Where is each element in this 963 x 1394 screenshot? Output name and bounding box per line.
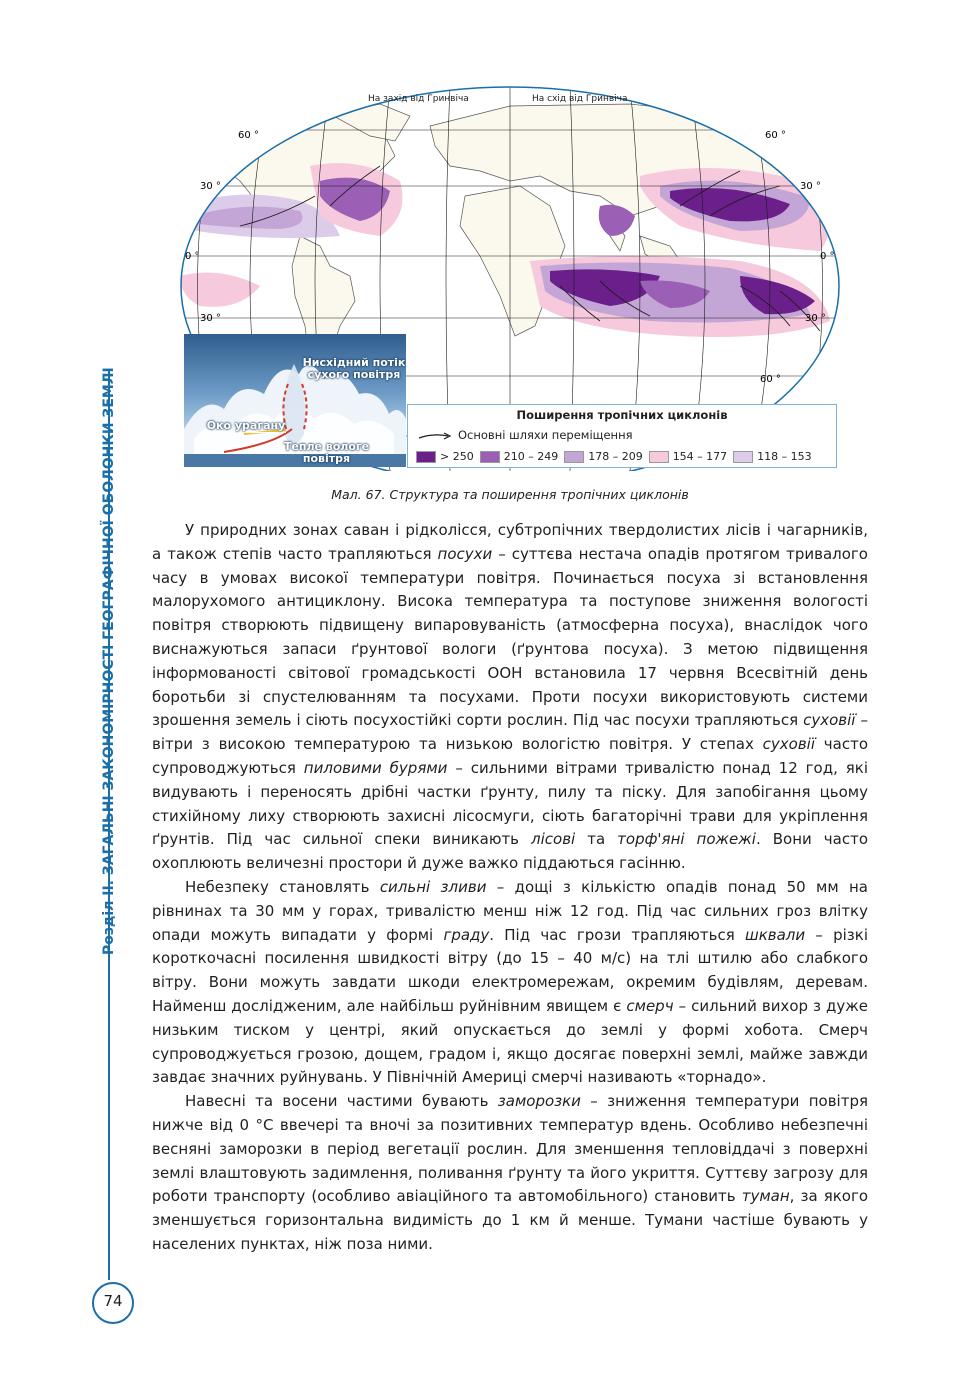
lat-n60-right: 60 ° xyxy=(765,130,786,141)
term-dry-winds: суховії xyxy=(803,711,856,730)
term-dry-winds-2: суховії xyxy=(762,735,815,754)
legend-item xyxy=(564,450,642,463)
legend-title: Поширення тропічних циклонів xyxy=(516,408,728,422)
term-dust-storms: пиловими бурями xyxy=(303,758,448,777)
figure-caption: Мал. 67. Структура та поширення тропічних циклонів xyxy=(331,487,689,502)
track-arrow-icon xyxy=(418,431,452,441)
legend-item xyxy=(733,450,811,463)
legend-items xyxy=(416,450,812,463)
term-tornado: смерч xyxy=(626,996,674,1015)
west-of-greenwich-label: На захід від Гринвіча xyxy=(368,94,469,104)
paragraph-storms: Небезпеку становлять сильні зливи – дощі з кількістю опадів понад 50 мм на рівнинах та 30 мм у горах, тривалістю менш ніж 12 год. Під час сильних гроз влітку опади можуть випадати у формі граду. Під час грози трапляються шквали – різкі короткочасні посилення швидкості вітру (до 15 – 40 м/с) на тлі штилю або слабкого вітру. Вони можуть завдати шкоди електромережам, окремим будівлям, деревам. Найменш дослідженим, але найбільш руйнівним явищем є смерч – сильний вихор з дуже низьким тиском у центрі, який опускається до землі у формі хобота. Смерч супроводжується грозою, дощем, градом і, якщо досягає поверхні землі, майже завжди завдає значних руйнувань. У Північній Америці смерчі називають «торнадо». xyxy=(152,877,869,1087)
page-number: 74 xyxy=(103,1292,123,1310)
lat-eq-right: 0 ° xyxy=(820,251,835,262)
legend-item-label: > 250 xyxy=(440,450,474,463)
legend-swatch xyxy=(480,451,500,463)
paragraph-frosts: Навесні та восени частими бувають заморозки – зниження температури повітря нижче від 0 °С ввечері та вночі за позитивних температур вдень. Особливо небезпечні весняні заморозки в період вегетації рослин. Для зменшення тепловіддачі з поверхні землі влаштовують задимлення, поливання ґрунту та його укриття. Суттєву загрозу для роботи транспорту (особливо авіаційного та автомобільного) становить туман, за якого зменшується горизонтальна видимість до 1 км й менше. Тумани частіше бувають у населених пунктах, ніж поза ними. xyxy=(152,1092,869,1253)
legend-item-label: 154 – 177 xyxy=(672,450,728,463)
downdraft-label: Нисхідний потік сухого повітря xyxy=(302,356,406,381)
term-hail: граду xyxy=(443,925,490,944)
lat-n30-right: 30 ° xyxy=(800,181,821,192)
legend-item xyxy=(649,450,727,463)
eye-of-hurricane-label: Око урагану xyxy=(206,419,286,432)
legend-swatch xyxy=(416,451,436,463)
legend-track-label: Основні шляхи переміщення xyxy=(458,428,633,442)
section-title-vertical: Розділ ІІ. ЗАГАЛЬНІ ЗАКОНОМІРНОСТІ ГЕОГРАФІЧНОЇ ОБОЛОНКИ ЗЕМЛІ xyxy=(101,367,117,955)
lat-s30-left: 30 ° xyxy=(200,313,221,324)
term-forest-fires: лісові xyxy=(531,830,576,849)
cyclone-structure-inset xyxy=(184,334,406,467)
lat-eq-left: 0 ° xyxy=(185,251,200,262)
legend-item xyxy=(480,450,558,463)
legend-swatch xyxy=(733,451,753,463)
map-legend xyxy=(407,404,837,468)
lat-s60-right: 60 ° xyxy=(760,374,781,385)
paragraph-droughts: У природних зонах саван і рідколісся, субтропічних твердолистих лісів і чагарників, а також степів часто трапляються посухи – суттєва нестача опадів протягом тривалого часу в умовах високої температури повітря. Починається посуха зі встановлення малорухомого антициклону. Висока температура та поступове зниження вологості повітря створюють підвищену випаровуваність (атмосферна посуха), внаслідок чого виснажуються запаси ґрунтової вологи (ґрунтова посуха). З метою підвищення інформованості світової громадськості ООН встановила 17 червня Всесвітній день боротьби зі спустелюванням та посухами. Проти посухи використовують системи зрошення земель і сіють посухостійкі сорти рослин. Під час посухи трапляються суховії – вітри з високою температурою та низькою вологістю повітря. У степах суховії часто супроводжуються пиловими бурями – сильними вітрами тривалістю понад 12 год, які видувають і переносять дрібні частки ґрунту, пилу та піску. Для запобігання цьому стихійному лиху створюють захисні лісосмуги, сіють багаторічні трави для укріплення ґрунтів. Під час сильної спеки виникають лісові та торф'яні пожежі. Вони часто охоплюють величезні простори й дуже важко піддаються гасінню. xyxy=(152,521,869,873)
east-of-greenwich-label: На схід від Гринвіча xyxy=(532,94,628,104)
term-squalls: шквали xyxy=(744,925,806,944)
term-peat-fires: торф'яні пожежі xyxy=(617,830,756,849)
legend-track-entry xyxy=(418,428,633,442)
legend-item-label: 178 – 209 xyxy=(588,450,643,463)
lat-n30-left: 30 ° xyxy=(200,181,221,192)
lat-s30-right: 30 ° xyxy=(805,313,826,324)
term-frosts: заморозки xyxy=(497,1092,581,1111)
legend-swatch xyxy=(564,451,584,463)
term-droughts: посухи xyxy=(437,544,493,563)
term-heavy-rains: сильні зливи xyxy=(379,877,487,896)
legend-item-label: 210 – 249 xyxy=(503,450,559,463)
body-text xyxy=(152,519,868,1257)
term-fog: туман xyxy=(741,1187,790,1206)
legend-item xyxy=(416,450,474,463)
legend-item-label: 118 – 153 xyxy=(757,450,812,463)
lat-n60-left: 60 ° xyxy=(238,130,259,141)
warm-moist-air-label: Тепле вологе повітря xyxy=(283,440,370,465)
legend-swatch xyxy=(649,451,669,463)
